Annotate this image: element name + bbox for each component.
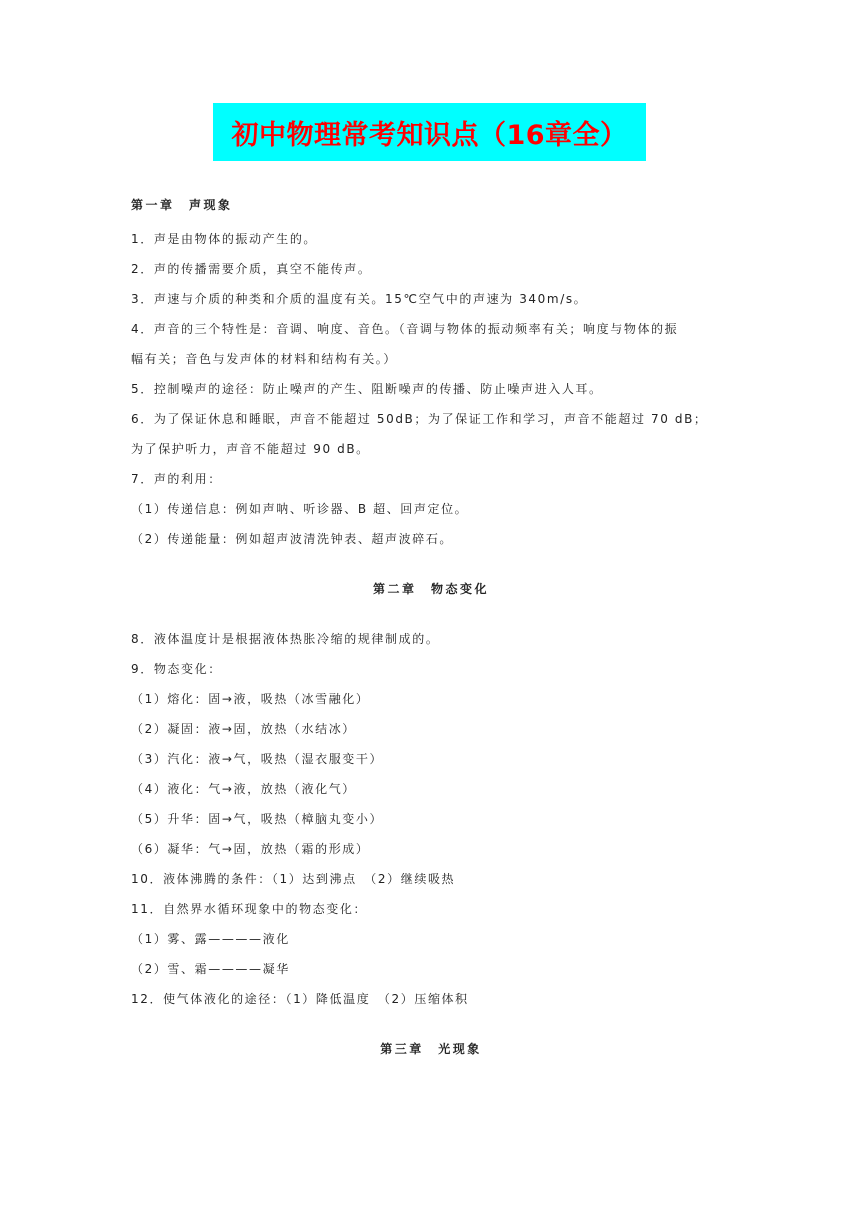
chapter2-item: （3）汽化：液→气，吸热（湿衣服变干） (131, 752, 384, 766)
chapter1-item: 7．声的利用： (131, 472, 222, 486)
chapter2-item: （5）升华：固→气，吸热（樟脑丸变小） (131, 812, 384, 826)
chapter2-item: 9．物态变化： (131, 662, 222, 676)
chapter2-item: （1）熔化：固→液，吸热（冰雪融化） (131, 692, 370, 706)
page-title: 初中物理常考知识点（16章全） (231, 119, 628, 151)
chapter2-item: 12．使气体液化的途径：（1）降低温度 （2）压缩体积 (131, 992, 469, 1006)
chapter1-item: 4．声音的三个特性是：音调、响度、音色。（音调与物体的振动频率有关；响度与物体的振 (131, 322, 679, 336)
chapter3-heading: 第三章 光现象 (380, 1042, 482, 1056)
chapter1-item: （2）传递能量：例如超声波清洗钟表、超声波碎石。 (131, 532, 454, 546)
chapter2-item: 8．液体温度计是根据液体热胀冷缩的规律制成的。 (131, 632, 440, 646)
document-body (131, 194, 731, 1064)
chapter2-item: （6）凝华：气→固，放热（霜的形成） (131, 842, 370, 856)
chapter2-heading: 第二章 物态变化 (372, 582, 489, 596)
chapter1-heading: 第一章 声现象 (131, 198, 233, 212)
title-highlight (213, 103, 646, 161)
chapter1-item: 5．控制噪声的途径：防止噪声的产生、阻断噪声的传播、防止噪声进入人耳。 (131, 382, 603, 396)
chapter2-item: 11．自然界水循环现象中的物态变化： (131, 902, 368, 916)
chapter2-item: （2）雪、霜————凝华 (131, 962, 290, 976)
chapter2-item: 10．液体沸腾的条件：（1）达到沸点 （2）继续吸热 (131, 872, 456, 886)
chapter1-item: 3．声速与介质的种类和介质的温度有关。15℃空气中的声速为 340m/s。 (131, 292, 588, 306)
chapter1-item: 2．声的传播需要介质，真空不能传声。 (131, 262, 372, 276)
chapter1-item: 6．为了保证休息和睡眠，声音不能超过 50dB；为了保证工作和学习，声音不能超过 70 dB； (131, 412, 708, 426)
chapter2-item: （2）凝固：液→固，放热（水结冰） (131, 722, 356, 736)
chapter1-item: 1．声是由物体的振动产生的。 (131, 232, 318, 246)
chapter1-item: （1）传递信息：例如声呐、听诊器、B 超、回声定位。 (131, 502, 469, 516)
chapter1-item: 为了保护听力，声音不能超过 90 dB。 (131, 442, 370, 456)
chapter1-item: 幅有关；音色与发声体的材料和结构有关。） (131, 352, 398, 366)
chapter2-item: （4）液化：气→液，放热（液化气） (131, 782, 356, 796)
chapter2-item: （1）雾、露————液化 (131, 932, 290, 946)
